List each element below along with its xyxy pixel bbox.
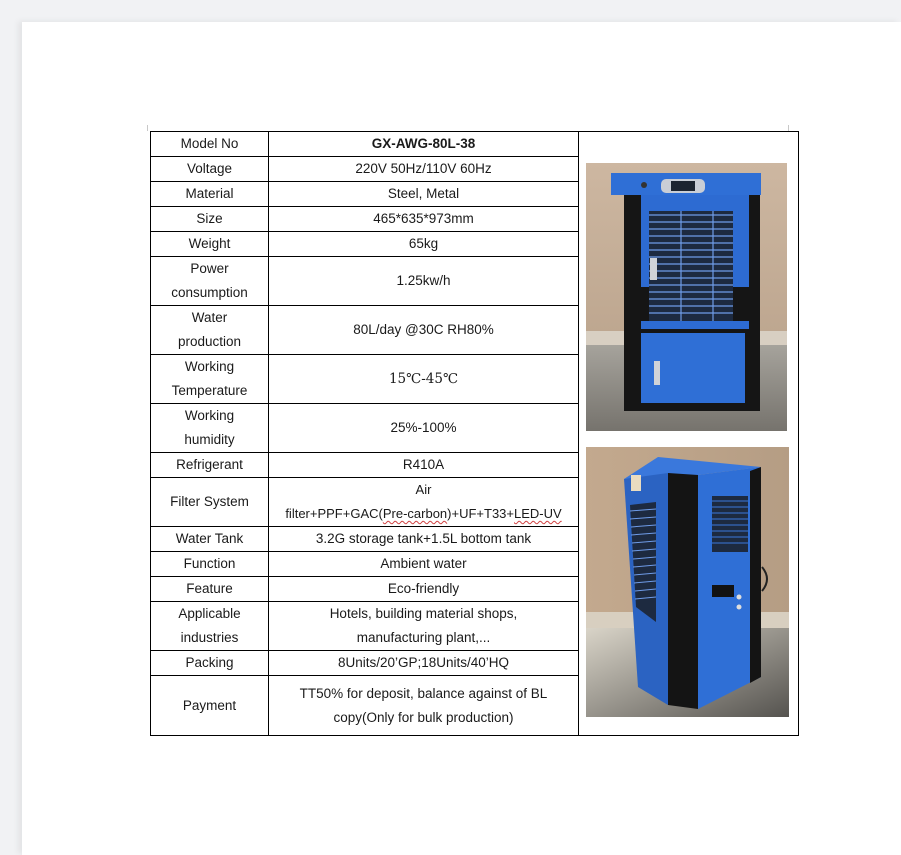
row-value: 25%-100% [269, 404, 579, 453]
label-line: Temperature [171, 383, 248, 398]
margin-mark [147, 125, 148, 131]
label-line: Applicable [178, 606, 241, 621]
row-label [151, 306, 269, 355]
row-value: 220V 50Hz/110V 60Hz [269, 157, 579, 182]
row-label [151, 602, 269, 651]
row-value: Steel, Metal [269, 182, 579, 207]
row-label [151, 355, 269, 404]
row-label: Weight [151, 232, 269, 257]
value-line: copy(Only for bulk production) [333, 709, 514, 725]
row-value: R410A [269, 453, 579, 478]
row-label: Size [151, 207, 269, 232]
value-line: Hotels, building material shops, [329, 606, 518, 621]
label-line: industries [180, 630, 239, 645]
product-photo-front [586, 163, 787, 431]
row-value: 8Units/20’GP;18Units/40’HQ [269, 651, 579, 676]
row-value: 3.2G storage tank+1.5L bottom tank [269, 527, 579, 552]
row-value: Ambient water [269, 552, 579, 577]
row-value: 465*635*973mm [269, 207, 579, 232]
label-line: Working [184, 408, 235, 423]
row-label [151, 257, 269, 306]
label-line: humidity [184, 432, 235, 447]
spec-table [150, 131, 799, 736]
row-value: 80L/day @30C RH80% [269, 306, 579, 355]
row-label: Payment [151, 676, 269, 736]
row-value: 15℃-45℃ [269, 355, 579, 404]
value-line: manufacturing plant,... [356, 630, 491, 645]
row-label: Water Tank [151, 527, 269, 552]
row-label: Refrigerant [151, 453, 269, 478]
spellcheck-underline: LED-UV [514, 506, 562, 521]
value-line: Air [415, 482, 432, 497]
label-line: Working [184, 359, 235, 374]
row-label: Packing [151, 651, 269, 676]
row-label: Voltage [151, 157, 269, 182]
row-value [269, 676, 579, 736]
row-value: 65kg [269, 232, 579, 257]
label-line: production [177, 334, 242, 349]
row-label: Model No [151, 132, 269, 157]
row-value: Air filter+PPF+GAC(Pre-carbon)+UF+T33+LED-UV [269, 478, 579, 527]
row-label: Material [151, 182, 269, 207]
row-label: Function [151, 552, 269, 577]
row-label: Feature [151, 577, 269, 602]
value-line: TT50% for deposit, balance against of BL [299, 685, 548, 701]
row-label [151, 404, 269, 453]
image-cell [579, 132, 799, 736]
label-line: Water [191, 310, 228, 325]
product-photo-side [586, 447, 789, 717]
spellcheck-underline: Pre-carbon [382, 506, 448, 521]
row-value [269, 602, 579, 651]
label-line: consumption [171, 285, 248, 300]
label-line: Power [190, 261, 229, 276]
row-value: GX-AWG-80L-38 [269, 132, 579, 157]
row-label: Filter System [151, 478, 269, 527]
row-value: Eco-friendly [269, 577, 579, 602]
row-value: 1.25kw/h [269, 257, 579, 306]
table-row [151, 132, 799, 157]
